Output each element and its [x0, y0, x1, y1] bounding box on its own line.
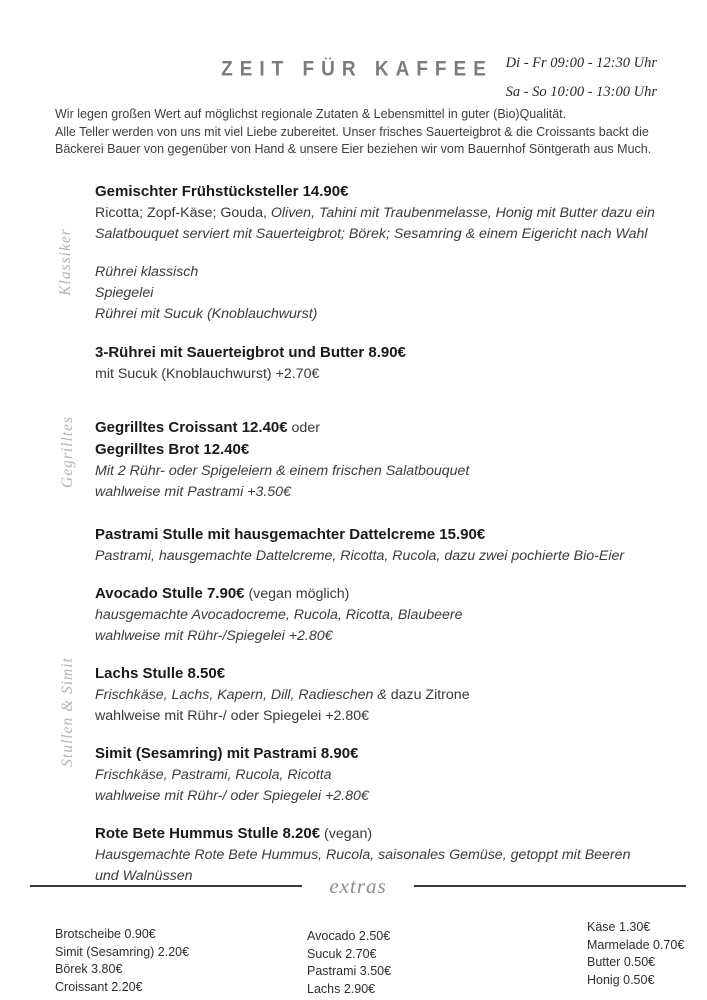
- menu-line: [95, 417, 695, 439]
- menu-text-segment: 3-Rührei mit Sauerteigbrot und Butter 8.90€: [95, 344, 406, 361]
- section-label-klassiker: Klassiker: [57, 228, 74, 296]
- menu-text-segment: Rührei klassisch: [95, 264, 199, 280]
- menu-line: [95, 626, 695, 647]
- extras-item: Simit (Sesamring) 2.20€: [55, 944, 190, 959]
- menu-line: [95, 304, 695, 325]
- menu-text-segment: wahlweise mit Rühr-/ oder Spiegelei +2.80€: [95, 708, 370, 724]
- menu-text-segment: Pastrami, hausgemachte Dattelcreme, Ricotta, Rucola, dazu zwei pochierte Bio-Eier: [95, 548, 625, 564]
- menu-item-lachs-stulle: [95, 663, 695, 727]
- menu-line: [95, 685, 695, 706]
- intro-line: Wir legen großen Wert auf möglichst regionale Zutaten & Lebensmittel in guter (Bio)Qualität.: [55, 107, 567, 121]
- menu-line: [95, 283, 695, 304]
- extras-item: Honig 0.50€: [587, 972, 655, 987]
- menu-text-segment: Hausgemachte Rote Bete Hummus, Rucola, saisonales Gemüse, getoppt mit Beeren: [95, 847, 631, 863]
- menu-text-segment: Salatbouquet serviert mit Sauerteigbrot; Börek; Sesamring & einem Eigericht nach Wahl: [95, 226, 648, 242]
- menu-line: [95, 786, 695, 807]
- menu-line: [95, 482, 695, 503]
- section-label-stullen-simit: Stullen & Simit: [59, 657, 76, 767]
- menu-item-drei-ruehrei: [95, 342, 695, 385]
- extras-item: Marmelade 0.70€: [587, 937, 685, 952]
- menu-line: [95, 461, 695, 482]
- menu-line: [95, 262, 695, 283]
- opening-hours: [506, 49, 657, 107]
- extras-column-spreads: [587, 919, 684, 989]
- intro-line: Alle Teller werden von uns mit viel Liebe zubereitet. Unser frisches Sauerteigbrot & die Croissants backt die: [55, 124, 649, 139]
- menu-text-segment: mit Sucuk (Knoblauchwurst) +2.70€: [95, 366, 320, 382]
- menu-text-segment: wahlweise mit Rühr-/Spiegelei +2.80€: [95, 628, 333, 644]
- menu-text-segment: Ricotta; Zopf-Käse; Gouda,: [95, 205, 271, 221]
- extras-item: Pastrami 3.50€: [307, 964, 392, 979]
- menu-line: [95, 743, 695, 765]
- menu-text-segment: Pastrami Stulle mit hausgemachter Dattelcreme 15.90€: [95, 526, 486, 543]
- menu-text-segment: Frischkäse, Lachs, Kapern, Dill, Radieschen &: [95, 687, 391, 703]
- menu-text-segment: Oliven, Tahini mit Traubenmelasse, Honig mit Butter dazu ein: [270, 205, 655, 221]
- menu-item-gemischter-fruehstuecksteller: [95, 181, 695, 245]
- extras-column-toppings: [307, 928, 391, 998]
- menu-text-segment: wahlweise mit Pastrami +3.50€: [95, 484, 291, 500]
- menu-text-segment: Rote Bete Hummus Stulle 8.20€: [95, 825, 321, 842]
- menu-item-gegrilltes-croissant-brot: [95, 417, 695, 503]
- menu-text-segment: Rührei mit Sucuk (Knoblauchwurst): [95, 306, 318, 322]
- extras-column-breads: [55, 926, 189, 996]
- extras-item: Börek 3.80€: [55, 962, 123, 977]
- menu-text-segment: dazu Zitrone: [390, 687, 470, 703]
- extras-heading: extras: [329, 873, 387, 898]
- menu-line: [95, 546, 695, 567]
- menu-text-segment: (vegan möglich): [244, 586, 350, 602]
- section-label-gegrilltes: Gegrilltes: [59, 416, 76, 488]
- intro-line: Bäckerei Bauer von gegenüber von Hand & unsere Eier beziehen wir vom Bauernhof Söntgerath aus Much.: [55, 142, 652, 157]
- extras-item: Brotscheibe 0.90€: [55, 927, 156, 941]
- menu-line: [95, 605, 695, 626]
- opening-hours-weekend: Sa - So 10:00 - 13:00 Uhr: [505, 84, 657, 100]
- extras-item: Butter 0.50€: [587, 955, 656, 970]
- menu-line: [95, 181, 695, 203]
- menu-line: [95, 823, 695, 845]
- menu-item-avocado-stulle: [95, 583, 695, 647]
- menu-item-pastrami-stulle-dattelcreme: [95, 524, 695, 567]
- extras-item: Avocado 2.50€: [307, 929, 391, 943]
- menu-line: [95, 342, 695, 364]
- menu-text-segment: Frischkäse, Pastrami, Rucola, Ricotta: [95, 767, 332, 783]
- menu-text-segment: Avocado Stulle 7.90€: [95, 585, 245, 602]
- page-title-text: ZEIT FÜR KAFFEE: [221, 57, 493, 82]
- menu-line: [95, 439, 695, 461]
- menu-line: [95, 663, 695, 685]
- menu-text-segment: hausgemachte Avocadocreme, Rucola, Ricotta, Blaubeere: [95, 607, 463, 623]
- menu-text-segment: Lachs Stulle 8.50€: [95, 665, 226, 682]
- menu-item-simit-pastrami: [95, 743, 695, 807]
- menu-line: [95, 224, 695, 245]
- extras-divider: [30, 872, 686, 900]
- menu-line: [95, 845, 695, 866]
- menu-text-segment: Gegrilltes Brot 12.40€: [95, 441, 250, 458]
- menu-line: [95, 765, 695, 786]
- menu-text-segment: Spiegelei: [95, 285, 154, 301]
- menu-text-segment: Simit (Sesamring) mit Pastrami 8.90€: [95, 745, 359, 762]
- menu-text-segment: Mit 2 Rühr- oder Spigeleiern & einem frischen Salatbouquet: [95, 463, 470, 479]
- menu-text-segment: Gegrilltes Croissant 12.40€: [95, 419, 288, 436]
- menu-line: [95, 203, 695, 224]
- menu-text-segment: Gemischter Frühstücksteller 14.90€: [95, 183, 349, 200]
- menu-text-segment: wahlweise mit Rühr-/ oder Spiegelei +2.80€: [95, 788, 369, 804]
- menu-text-segment: oder: [287, 420, 320, 436]
- extras-item: Sucuk 2.70€: [307, 946, 377, 961]
- menu-line: [95, 524, 695, 546]
- menu-line: [95, 364, 695, 385]
- menu-text-segment: (vegan): [320, 826, 373, 842]
- intro-paragraph: [55, 106, 651, 159]
- divider-rule-left: [30, 885, 302, 887]
- extras-item: Käse 1.30€: [587, 920, 651, 934]
- menu-text-segment: und Walnüssen: [95, 868, 193, 884]
- menu-item-eier-auswahl: [95, 262, 695, 325]
- divider-rule-right: [414, 885, 686, 887]
- menu-line: [95, 706, 695, 727]
- menu-line: [95, 583, 695, 605]
- extras-item: Croissant 2.20€: [55, 979, 143, 994]
- opening-hours-weekdays: Di - Fr 09:00 - 12:30 Uhr: [505, 55, 657, 71]
- menu-items: [95, 181, 695, 887]
- extras-item: Lachs 2.90€: [307, 981, 376, 996]
